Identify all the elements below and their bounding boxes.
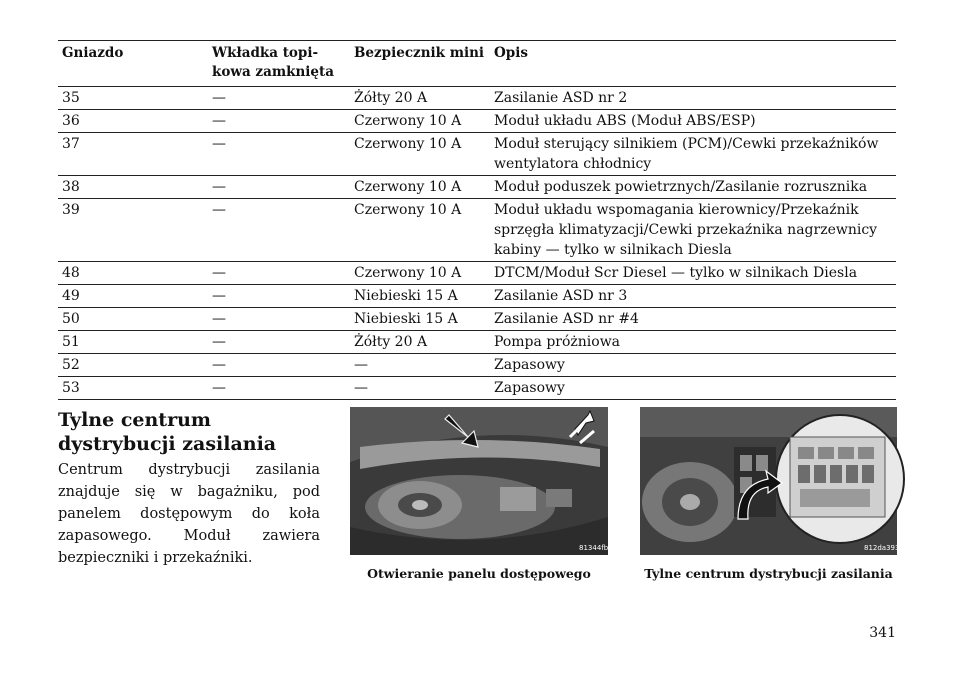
page-number: 341: [869, 625, 896, 641]
figure-caption: Tylne centrum dystrybucji zasilania: [644, 566, 893, 581]
cell-socket: 51: [58, 331, 208, 354]
cell-mini-fuse: Czerwony 10 A: [350, 110, 490, 133]
table-row: [58, 133, 896, 176]
table-row: [58, 262, 896, 285]
figure-caption: Otwieranie panelu dostępowego: [367, 566, 591, 581]
cell-description: Moduł sterujący silnikiem (PCM)/Cewki przekaźników wentylatora chłodnicy: [490, 133, 896, 176]
cell-cartridge: —: [208, 176, 350, 199]
cell-description: Pompa próżniowa: [490, 331, 896, 354]
cell-mini-fuse: Żółty 20 A: [350, 87, 490, 110]
fuse-table: [58, 40, 896, 400]
header-cartridge: [208, 41, 350, 87]
cell-mini-fuse: Czerwony 10 A: [350, 133, 490, 176]
table-row: [58, 87, 896, 110]
cell-mini-fuse: Żółty 20 A: [350, 331, 490, 354]
cell-cartridge: —: [208, 133, 350, 176]
cell-socket: 50: [58, 308, 208, 331]
cell-cartridge: —: [208, 87, 350, 110]
table-row: [58, 285, 896, 308]
cell-cartridge: —: [208, 331, 350, 354]
cell-mini-fuse: Czerwony 10 A: [350, 262, 490, 285]
cell-mini-fuse: Czerwony 10 A: [350, 176, 490, 199]
table-row: [58, 377, 896, 400]
cell-cartridge: —: [208, 199, 350, 262]
cell-mini-fuse: —: [350, 377, 490, 400]
cell-mini-fuse: —: [350, 354, 490, 377]
cell-cartridge: —: [208, 110, 350, 133]
table-row: [58, 308, 896, 331]
cell-description: Zasilanie ASD nr 2: [490, 87, 896, 110]
cell-socket: 37: [58, 133, 208, 176]
section-body: Centrum dystrybucji zasilania znajduje się w bagażniku, pod panelem dostępowym do koła zapasowego. Moduł zawiera bezpieczniki i przekaźniki.: [58, 462, 320, 566]
figure-access-panel: [350, 407, 613, 581]
figure-rear-power-center: [640, 407, 900, 581]
cell-description: Zasilanie ASD nr #4: [490, 308, 896, 331]
cell-cartridge: —: [208, 377, 350, 400]
table-row: [58, 110, 896, 133]
cell-description: Moduł układu wspomagania kierownicy/Przekaźnik sprzęgła klimatyzacji/Cewki przekaźnika nagrzewnicy kabiny — tylko w silnikach Diesla: [490, 199, 896, 262]
header-mini-fuse: Bezpiecznik mini: [350, 41, 490, 87]
cell-description: Zapasowy: [490, 377, 896, 400]
header-socket: Gniazdo: [58, 41, 208, 87]
cell-socket: 53: [58, 377, 208, 400]
header-description: Opis: [490, 41, 896, 87]
cell-socket: 38: [58, 176, 208, 199]
cell-cartridge: —: [208, 354, 350, 377]
table-row: [58, 176, 896, 199]
cell-cartridge: —: [208, 262, 350, 285]
cell-mini-fuse: Niebieski 15 A: [350, 285, 490, 308]
figure-code: 81344fb9: [579, 544, 613, 552]
table-header-row: [58, 41, 896, 87]
cell-cartridge: —: [208, 285, 350, 308]
trunk-access-panel-photo: [350, 407, 613, 555]
cell-socket: 48: [58, 262, 208, 285]
rear-power-center-photo: [640, 407, 900, 555]
cell-description: Zapasowy: [490, 354, 896, 377]
cell-socket: 52: [58, 354, 208, 377]
cell-socket: 35: [58, 87, 208, 110]
cell-socket: 39: [58, 199, 208, 262]
cell-socket: 49: [58, 285, 208, 308]
section-title: Tylne centrum dystrybucji zasilania: [58, 409, 277, 455]
cell-mini-fuse: Czerwony 10 A: [350, 199, 490, 262]
cell-cartridge: —: [208, 308, 350, 331]
cell-description: DTCM/Moduł Scr Diesel — tylko w silnikach Diesla: [490, 262, 896, 285]
table-row: [58, 331, 896, 354]
figure-code: 812da393: [864, 544, 900, 552]
cell-socket: 36: [58, 110, 208, 133]
cell-description: Zasilanie ASD nr 3: [490, 285, 896, 308]
cell-description: Moduł poduszek powietrznych/Zasilanie rozrusznika: [490, 176, 896, 199]
header-cartridge-line2: kowa zamknięta: [212, 64, 334, 80]
header-cartridge-line1: Wkładka topi-: [212, 45, 319, 61]
cell-description: Moduł układu ABS (Moduł ABS/ESP): [490, 110, 896, 133]
table-row: [58, 354, 896, 377]
cell-mini-fuse: Niebieski 15 A: [350, 308, 490, 331]
table-row: [58, 199, 896, 262]
